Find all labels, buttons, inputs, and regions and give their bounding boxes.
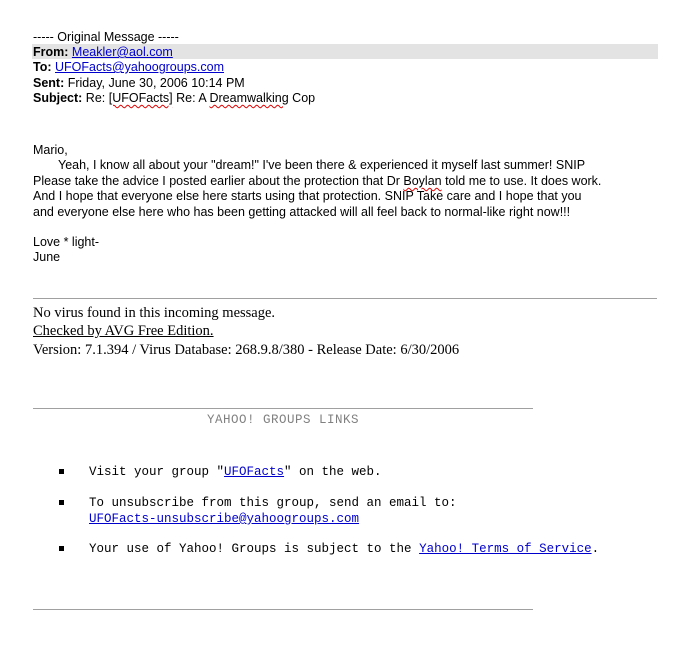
- avg-line-3: Version: 7.1.394 / Virus Database: 268.9.8/380 - Release Date: 6/30/2006: [33, 342, 460, 358]
- from-row: [33, 45, 173, 61]
- terms-text-end: .: [591, 542, 600, 556]
- body-line-2-start: Please take the advice I posted earlier about the protection that Dr: [33, 174, 404, 188]
- signature-name: June: [33, 250, 61, 264]
- terms-of-service-link[interactable]: Yahoo! Terms of Service: [419, 542, 592, 556]
- sent-label: Sent:: [33, 76, 65, 90]
- yahoo-item-terms: [89, 542, 599, 556]
- yahoo-item-unsubscribe-text: To unsubscribe from this group, send an email to:: [89, 496, 457, 510]
- body-line-2-end: told me to use. It does work.: [441, 174, 602, 188]
- yahoo-item-visit: [89, 465, 382, 479]
- divider-avg: [33, 298, 657, 299]
- visit-text-start: Visit your group ": [89, 465, 225, 479]
- yahoo-item-unsubscribe-link-row: [89, 512, 359, 526]
- avg-line-1: No virus found in this incoming message.: [33, 305, 276, 321]
- body-line-3: And I hope that everyone else here starts using that protection. SNIP Take care and I hope that you: [33, 189, 582, 203]
- body-line-2: [33, 174, 601, 190]
- terms-text-start: Your use of Yahoo! Groups is subject to the: [89, 542, 420, 556]
- signoff: Love * light-: [33, 235, 100, 249]
- subject-middle: Re: A: [172, 91, 210, 105]
- from-email-link[interactable]: Meakler@aol.com: [71, 45, 173, 59]
- sent-row: [33, 76, 245, 92]
- subject-group-tag: [UFOFacts]: [108, 91, 173, 105]
- divider-yahoo-bottom: [33, 609, 533, 610]
- unsubscribe-email-link[interactable]: UFOFacts-unsubscribe@yahoogroups.com: [89, 512, 360, 526]
- original-message-label: ----- Original Message -----: [33, 30, 179, 44]
- subject-label: Subject:: [33, 91, 83, 105]
- to-row: [33, 60, 224, 76]
- bullet-icon: [59, 469, 64, 474]
- to-label: To:: [33, 60, 52, 74]
- body-line-1: Yeah, I know all about your "dream!" I've been there & experienced it myself last summer! SNIP: [58, 158, 586, 172]
- yahoo-groups-title: YAHOO! GROUPS LINKS: [206, 413, 360, 427]
- bullet-icon: [59, 546, 64, 551]
- sent-value: Friday, June 30, 2006 10:14 PM: [67, 76, 245, 90]
- body-line-4: and everyone else here who has been getting attacked will all feel back to normal-like right now!!!: [33, 205, 571, 219]
- body-boylan: Boylan: [403, 174, 442, 188]
- visit-text-end: " on the web.: [284, 465, 382, 479]
- divider-yahoo-top: [33, 408, 533, 409]
- subject-row: [33, 91, 315, 107]
- subject-prefix: Re:: [85, 91, 109, 105]
- avg-line-2: Checked by AVG Free Edition.: [33, 323, 214, 339]
- subject-dreamwalking: Dreamwalking: [209, 91, 289, 105]
- group-link[interactable]: UFOFacts: [224, 465, 285, 479]
- bullet-icon: [59, 500, 64, 505]
- from-label: From:: [33, 45, 69, 59]
- to-email-link[interactable]: UFOFacts@yahoogroups.com: [55, 60, 225, 74]
- subject-suffix: Cop: [288, 91, 316, 105]
- greeting: Mario,: [33, 143, 68, 157]
